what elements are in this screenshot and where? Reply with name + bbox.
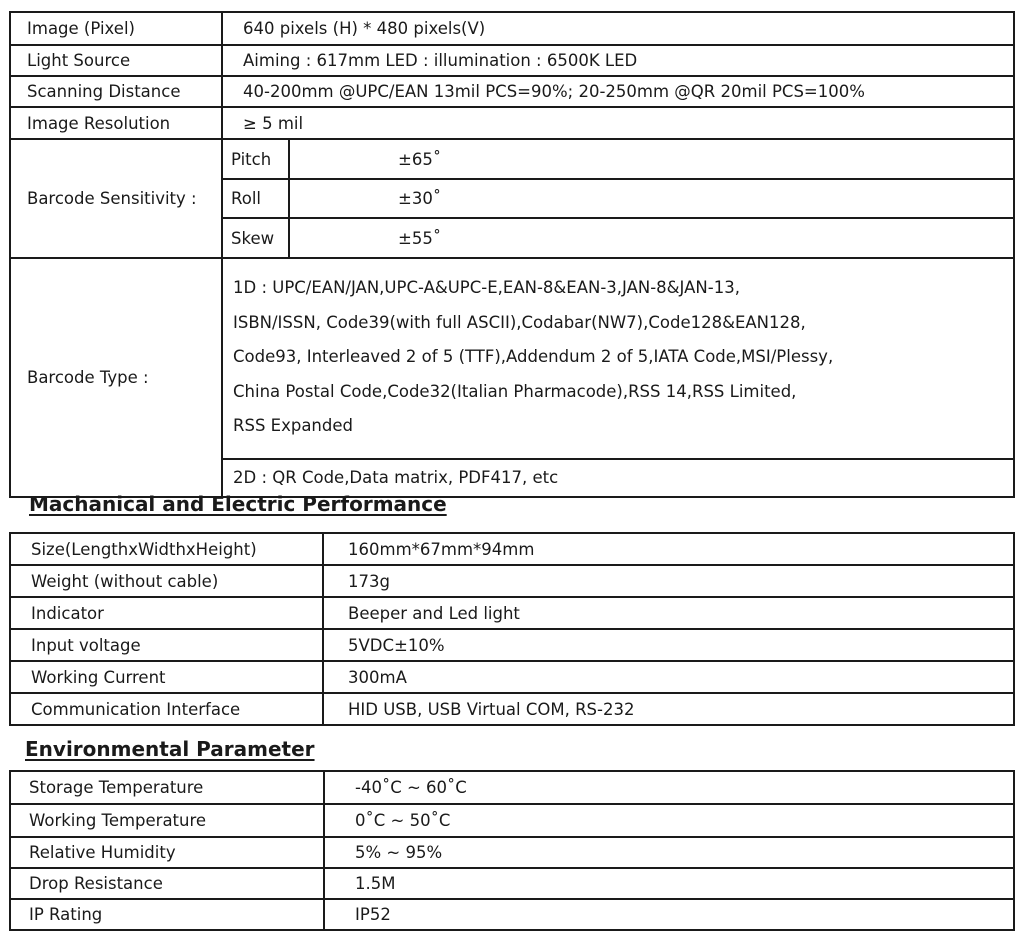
spec-value: Aiming : 617mm LED : illumination : 6500K LED bbox=[222, 45, 1014, 76]
environmental-value: -40˚C ~ 60˚C bbox=[324, 771, 1014, 804]
spec-label: Scanning Distance bbox=[10, 76, 222, 107]
mechanical-row bbox=[10, 565, 1014, 597]
mechanical-row bbox=[10, 629, 1014, 661]
mechanical-section-title: Machanical and Electric Performance bbox=[29, 492, 447, 516]
barcode-type-label: Barcode Type : bbox=[10, 258, 222, 497]
mechanical-value: HID USB, USB Virtual COM, RS-232 bbox=[323, 693, 1014, 725]
mechanical-label: Indicator bbox=[10, 597, 323, 629]
barcode-type-1d-line: ISBN/ISSN, Code39(with full ASCII),Codabar(NW7),Code128&EAN128, bbox=[233, 312, 806, 332]
spec-value: 40-200mm @UPC/EAN 13mil PCS=90%; 20-250mm @QR 20mil PCS=100% bbox=[222, 76, 1014, 107]
spec-value: 640 pixels (H) * 480 pixels(V) bbox=[222, 12, 1014, 45]
environmental-label: Relative Humidity bbox=[10, 837, 324, 868]
environmental-row bbox=[10, 804, 1014, 837]
sensitivity-value: ±30˚ bbox=[289, 179, 1014, 218]
environmental-row bbox=[10, 771, 1014, 804]
sensitivity-name: Pitch bbox=[222, 139, 289, 179]
barcode-type-1d-line: Code93, Interleaved 2 of 5 (TTF),Addendum 2 of 5,IATA Code,MSI/Plessy, bbox=[233, 347, 834, 366]
mechanical-label: Input voltage bbox=[10, 629, 323, 661]
spec-row-pitch bbox=[10, 139, 1014, 179]
mechanical-row bbox=[10, 533, 1014, 565]
environmental-value: 1.5M bbox=[324, 868, 1014, 899]
spec-label: Image (Pixel) bbox=[10, 12, 222, 45]
environmental-label: Working Temperature bbox=[10, 804, 324, 837]
mechanical-label: Working Current bbox=[10, 661, 323, 693]
environmental-label: IP Rating bbox=[10, 899, 324, 930]
barcode-sensitivity-label: Barcode Sensitivity : bbox=[10, 139, 222, 258]
environmental-row bbox=[10, 899, 1014, 930]
environmental-value: 5% ~ 95% bbox=[324, 837, 1014, 868]
mechanical-value: 160mm*67mm*94mm bbox=[323, 533, 1014, 565]
environmental-row bbox=[10, 868, 1014, 899]
environmental-spec-table bbox=[9, 770, 1015, 931]
spec-row-barcode-type-1d bbox=[10, 258, 1014, 459]
environmental-section-title: Environmental Parameter bbox=[25, 737, 315, 761]
spec-value: ≥ 5 mil bbox=[222, 107, 1014, 139]
sensitivity-value: ±55˚ bbox=[289, 218, 1014, 258]
mechanical-row bbox=[10, 661, 1014, 693]
spec-row-scanning-distance bbox=[10, 76, 1014, 107]
sensitivity-name: Roll bbox=[222, 179, 289, 218]
mechanical-spec-table bbox=[9, 532, 1015, 726]
barcode-type-1d-line: China Postal Code,Code32(Italian Pharmacode),RSS 14,RSS Limited, bbox=[233, 381, 797, 401]
spec-label: Light Source bbox=[10, 45, 222, 76]
barcode-type-1d-list bbox=[222, 258, 1014, 459]
spec-row-image-resolution bbox=[10, 107, 1014, 139]
sensitivity-value: ±65˚ bbox=[289, 139, 1014, 179]
environmental-row bbox=[10, 837, 1014, 868]
mechanical-value: 5VDC±10% bbox=[323, 629, 1014, 661]
environmental-value: 0˚C ~ 50˚C bbox=[324, 804, 1014, 837]
sensitivity-name: Skew bbox=[222, 218, 289, 258]
barcode-type-1d-line: RSS Expanded bbox=[233, 416, 353, 435]
mechanical-row bbox=[10, 693, 1014, 725]
mechanical-label: Weight (without cable) bbox=[10, 565, 323, 597]
environmental-label: Drop Resistance bbox=[10, 868, 324, 899]
mechanical-value: Beeper and Led light bbox=[323, 597, 1014, 629]
scanner-spec-table bbox=[9, 11, 1015, 498]
spec-label: Image Resolution bbox=[10, 107, 222, 139]
mechanical-row bbox=[10, 597, 1014, 629]
barcode-type-2d-line: 2D : QR Code,Data matrix, PDF417, etc bbox=[222, 459, 1014, 497]
spec-row-image-pixel bbox=[10, 12, 1014, 45]
environmental-value: IP52 bbox=[324, 899, 1014, 930]
mechanical-label: Size(LengthxWidthxHeight) bbox=[10, 533, 323, 565]
barcode-type-1d-line: 1D : UPC/EAN/JAN,UPC-A&UPC-E,EAN-8&EAN-3,JAN-8&JAN-13, bbox=[233, 278, 740, 297]
mechanical-value: 300mA bbox=[323, 661, 1014, 693]
mechanical-value: 173g bbox=[323, 565, 1014, 597]
environmental-label: Storage Temperature bbox=[10, 771, 324, 804]
mechanical-label: Communication Interface bbox=[10, 693, 323, 725]
spec-row-light-source bbox=[10, 45, 1014, 76]
